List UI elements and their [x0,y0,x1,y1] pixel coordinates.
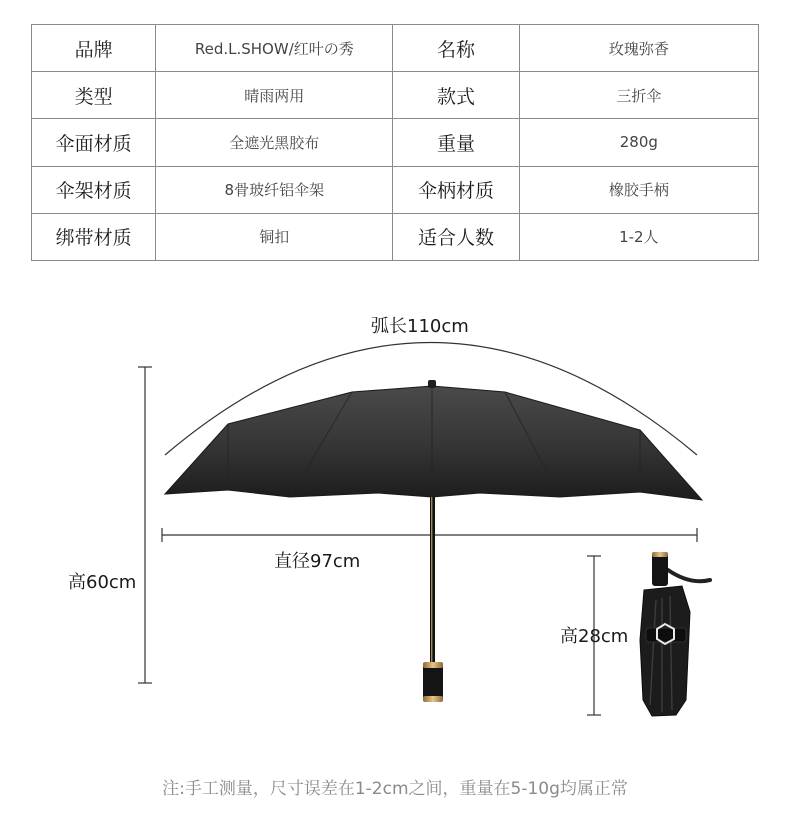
spec-value: 280g [519,119,758,166]
spec-value: Red.L.SHOW/红叶の秀 [156,25,393,72]
open-height-label: 高60cm [68,572,137,593]
spec-value: 1-2人 [519,213,758,260]
spec-value: 铜扣 [156,213,393,260]
measurement-note: 注:手工测量，尺寸误差在1-2cm之间，重量在5-10g均属正常 [162,779,628,799]
spec-key: 类型 [32,72,156,119]
spec-key: 名称 [393,25,519,72]
spec-value: 玫瑰弥香 [519,25,758,72]
spec-value: 三折伞 [519,72,758,119]
open-umbrella [165,380,702,702]
open-height-dimension [138,367,152,683]
diameter-label: 直径97cm [274,551,361,572]
spec-key: 伞架材质 [32,166,156,213]
spec-key: 适合人数 [393,213,519,260]
spec-value: 橡胶手柄 [519,166,758,213]
arc-length-label: 弧长110cm [371,316,469,337]
spec-value: 全遮光黑胶布 [156,119,393,166]
spec-key: 伞柄材质 [393,166,519,213]
folded-height-label: 高28cm [560,626,629,647]
spec-key: 伞面材质 [32,119,156,166]
diameter-dimension [162,528,697,542]
spec-value: 8骨玻纤铝伞架 [156,166,393,213]
spec-key: 品牌 [32,25,156,72]
spec-key: 绑带材质 [32,213,156,260]
spec-key: 款式 [393,72,519,119]
folded-umbrella [640,552,710,716]
spec-value: 晴雨两用 [156,72,393,119]
spec-key: 重量 [393,119,519,166]
